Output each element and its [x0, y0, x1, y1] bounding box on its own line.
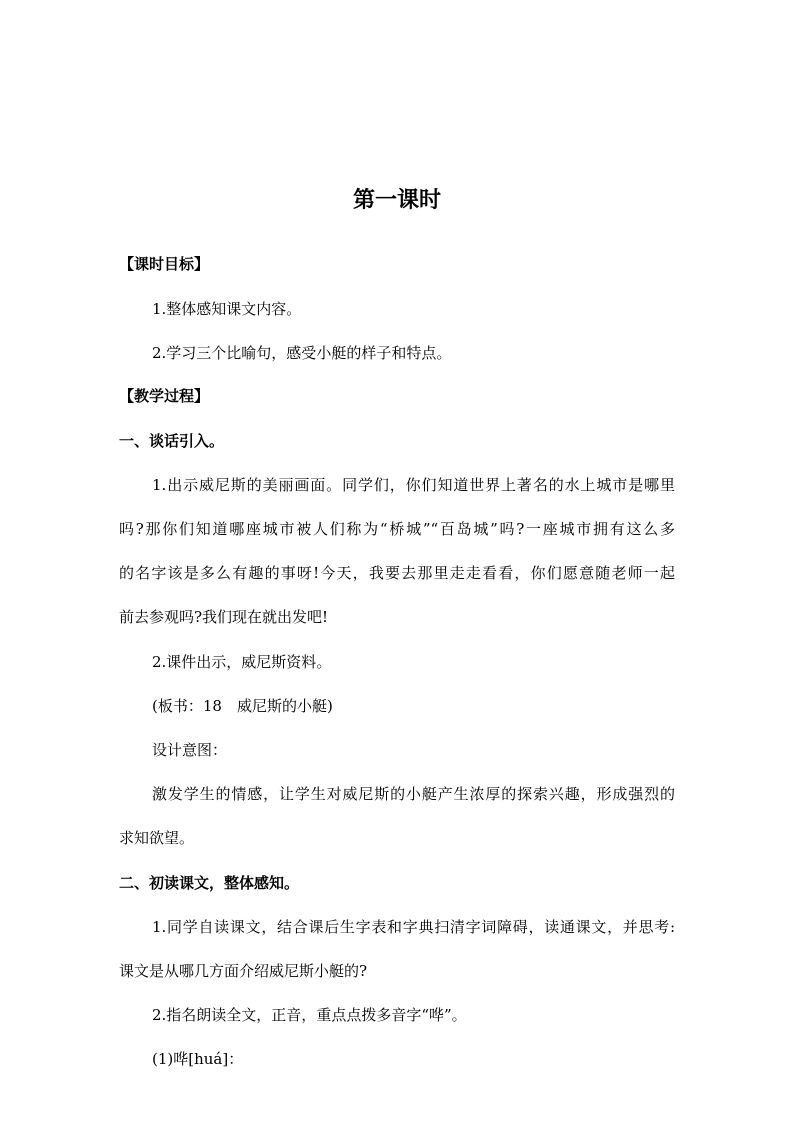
part2-heading: 二、初读课文，整体感知。: [119, 874, 300, 892]
part1-heading: 一、谈话引入。: [119, 432, 225, 450]
design-line1: 激发学生的情感，让学生对威尼斯的小艇产生浓厚的探索兴趣，形成强烈的: [152, 785, 675, 803]
part1-para1-line2: 吗?那你们知道哪座城市被人们称为“桥城”“百岛城”吗?一座城市拥有这么多: [119, 520, 675, 538]
part2-para1-line1: 1.同学自读课文，结合课后生字表和字典扫清字词障碍，读通课文，并思考:: [152, 918, 675, 936]
part1-para1-line4: 前去参观吗?我们现在就出发吧!: [119, 608, 329, 626]
board-note: (板书：18 威尼斯的小艇): [152, 697, 333, 715]
goal-item-2: 2.学习三个比喻句，感受小艇的样子和特点。: [152, 344, 452, 362]
part1-para2: 2.课件出示，威尼斯资料。: [152, 653, 332, 671]
part2-para1-line2: 课文是从哪几方面介绍威尼斯小艇的?: [119, 962, 368, 980]
part1-para1-line3: 的名字该是多么有趣的事呀!今天，我要去那里走走看看，你们愿意随老师一起: [119, 564, 675, 582]
part1-para1-line1: 1.出示威尼斯的美丽画面。同学们，你们知道世界上著名的水上城市是哪里: [152, 476, 675, 494]
part2-para3: (1)哗[huá]：: [152, 1050, 244, 1068]
design-line2: 求知欲望。: [119, 829, 195, 847]
page-title: 第一课时: [352, 188, 441, 213]
design-label: 设计意图：: [152, 741, 228, 759]
goals-heading: 【课时目标】: [119, 255, 210, 273]
process-heading: 【教学过程】: [119, 387, 210, 405]
goal-item-1: 1.整体感知课文内容。: [152, 300, 302, 318]
part2-para2: 2.指名朗读全文，正音，重点点拨多音字“哗”。: [152, 1006, 467, 1024]
